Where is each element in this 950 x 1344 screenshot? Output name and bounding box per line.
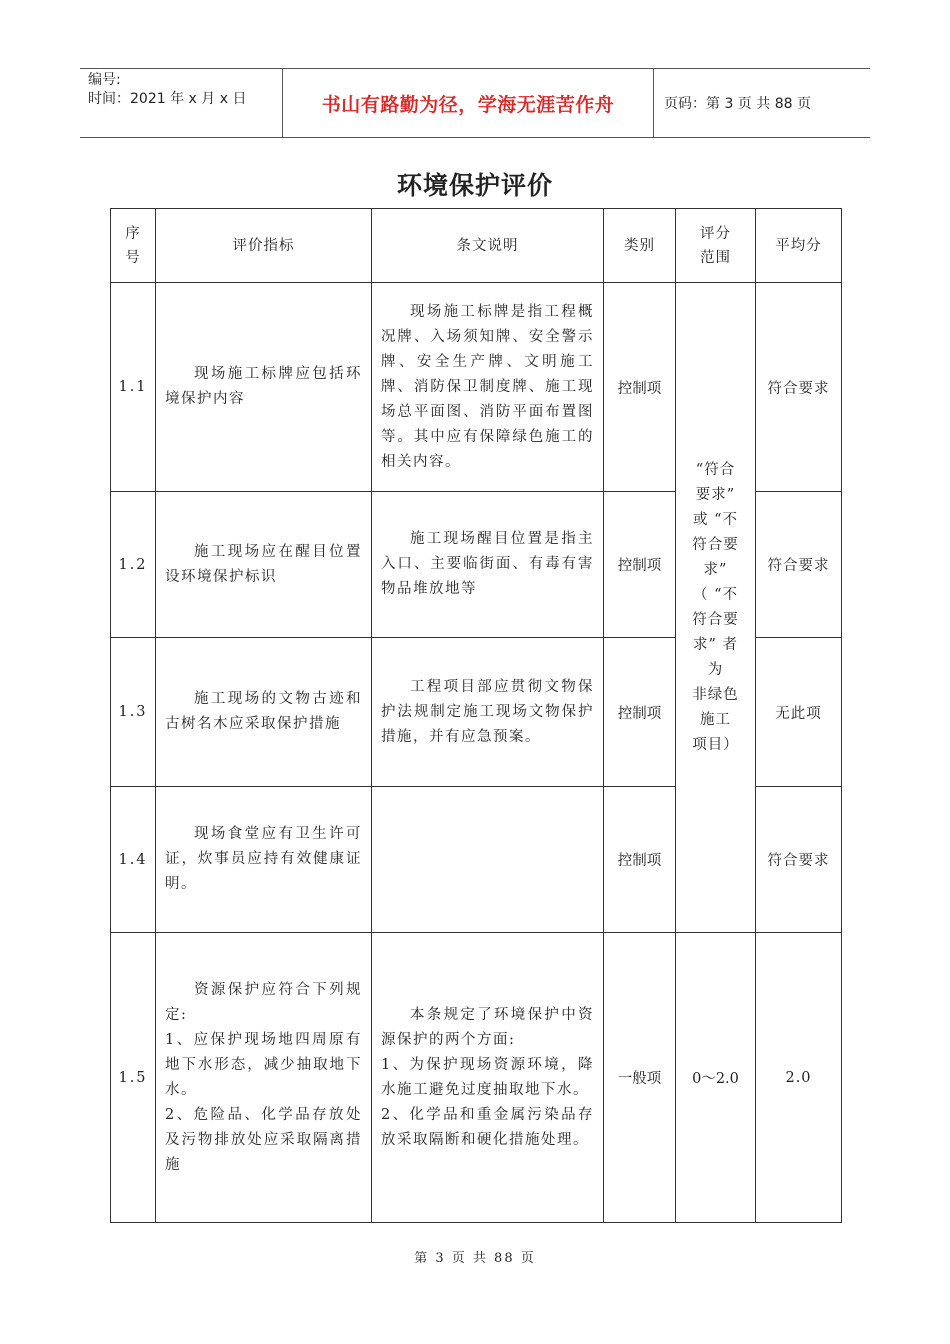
cell-text	[156, 978, 371, 1178]
header-motto-box	[282, 69, 654, 137]
row-explanation	[372, 283, 604, 492]
cell-paragraph: 施工现场应在醒目位置设环境保护标识	[165, 543, 362, 585]
cell-paragraph: 工程项目部应贯彻文物保护法规制定施工现场文物保护措施，并有应急预案。	[381, 678, 594, 745]
row-number: 1.2	[111, 492, 156, 638]
row-indicator	[156, 283, 372, 492]
cell-text	[156, 822, 371, 897]
page-header	[80, 68, 870, 138]
row-average: 符合要求	[756, 787, 842, 933]
header-indicator: 评价指标	[156, 209, 372, 283]
table-header-row	[111, 209, 842, 283]
row-category: 一般项	[604, 933, 676, 1223]
date-label: 时间：2021 年 x 月 x 日	[88, 91, 247, 107]
evaluation-table	[110, 208, 842, 1223]
row-number: 1.4	[111, 787, 156, 933]
code-label: 编号:	[88, 72, 121, 88]
cell-paragraph: 资源保护应符合下列规定:	[165, 981, 362, 1023]
row-number: 1.1	[111, 283, 156, 492]
row-indicator	[156, 787, 372, 933]
row-indicator	[156, 492, 372, 638]
cell-text	[372, 300, 603, 475]
header-category: 类别	[604, 209, 676, 283]
header-meta	[88, 71, 284, 109]
cell-paragraph: 现场施工标牌应包括环境保护内容	[165, 366, 362, 407]
cell-text	[156, 540, 371, 590]
cell-text	[372, 1003, 603, 1153]
row-explanation	[372, 787, 604, 933]
cell-paragraph: 本条规定了环境保护中资源保护的两个方面:	[381, 1006, 594, 1048]
header-average: 平均分	[756, 209, 842, 283]
cell-paragraph: 施工现场醒目位置是指主入口、主要临街面、有毒有害物品堆放地等	[381, 531, 594, 597]
row-category: 控制项	[604, 638, 676, 787]
row-category: 控制项	[604, 787, 676, 933]
row-indicator	[156, 933, 372, 1223]
row-average: 无此项	[756, 638, 842, 787]
cell-text	[372, 675, 603, 750]
cell-paragraph: 2、危险品、化学品存放处及污物排放处应采取隔离措施	[165, 1106, 362, 1173]
row-average: 符合要求	[756, 283, 842, 492]
header-motto: 书山有路勤为径，学海无涯苦作舟	[321, 93, 615, 116]
cell-paragraph: 现场食堂应有卫生许可证，炊事员应持有效健康证明。	[165, 826, 362, 892]
header-page-info: 页码：第 3 页 共 88 页	[664, 96, 811, 112]
row-category: 控制项	[604, 492, 676, 638]
page-footer: 第 3 页 共 88 页	[414, 1251, 536, 1266]
row-range: 0～2.0	[676, 933, 756, 1223]
cell-text	[156, 362, 371, 412]
row-number: 1.3	[111, 638, 156, 787]
cell-text	[372, 527, 603, 602]
document-title: 环境保护评价	[396, 171, 553, 200]
table-row	[111, 933, 842, 1223]
row-explanation	[372, 638, 604, 787]
row-average: 符合要求	[756, 492, 842, 638]
row-explanation	[372, 933, 604, 1223]
cell-paragraph: 现场施工标牌是指工程概况牌、入场须知牌、安全警示牌、安全生产牌、文明施工牌、消防保卫制度牌、施工现场总平面图、消防平面布置图等。其中应有保障绿色施工的相关内容。	[381, 303, 594, 470]
row-indicator	[156, 638, 372, 787]
cell-paragraph: 施工现场的文物古迹和古树名木应采取保护措施	[165, 691, 362, 732]
cell-paragraph: 1、应保护现场地四周原有地下水形态，减少抽取地下水。	[165, 1031, 362, 1098]
header-no: 序 号	[111, 209, 156, 283]
cell-text	[156, 687, 371, 737]
cell-paragraph: 1、为保护现场资源环境，降水施工避免过度抽取地下水。	[381, 1056, 594, 1098]
header-explanation: 条文说明	[372, 209, 604, 283]
row-average: 2.0	[756, 933, 842, 1223]
cell-paragraph: 2、化学品和重金属污染品存放采取隔断和硬化措施处理。	[381, 1106, 594, 1148]
header-range: 评分 范围	[676, 209, 756, 283]
row-category: 控制项	[604, 283, 676, 492]
shared-score-range: “符合 要求” 或 “不 符合要 求” （ “不 符合要 求” 者 为 非绿色 施工 项目）	[676, 283, 756, 933]
row-explanation	[372, 492, 604, 638]
row-number: 1.5	[111, 933, 156, 1223]
table-row	[111, 283, 842, 492]
